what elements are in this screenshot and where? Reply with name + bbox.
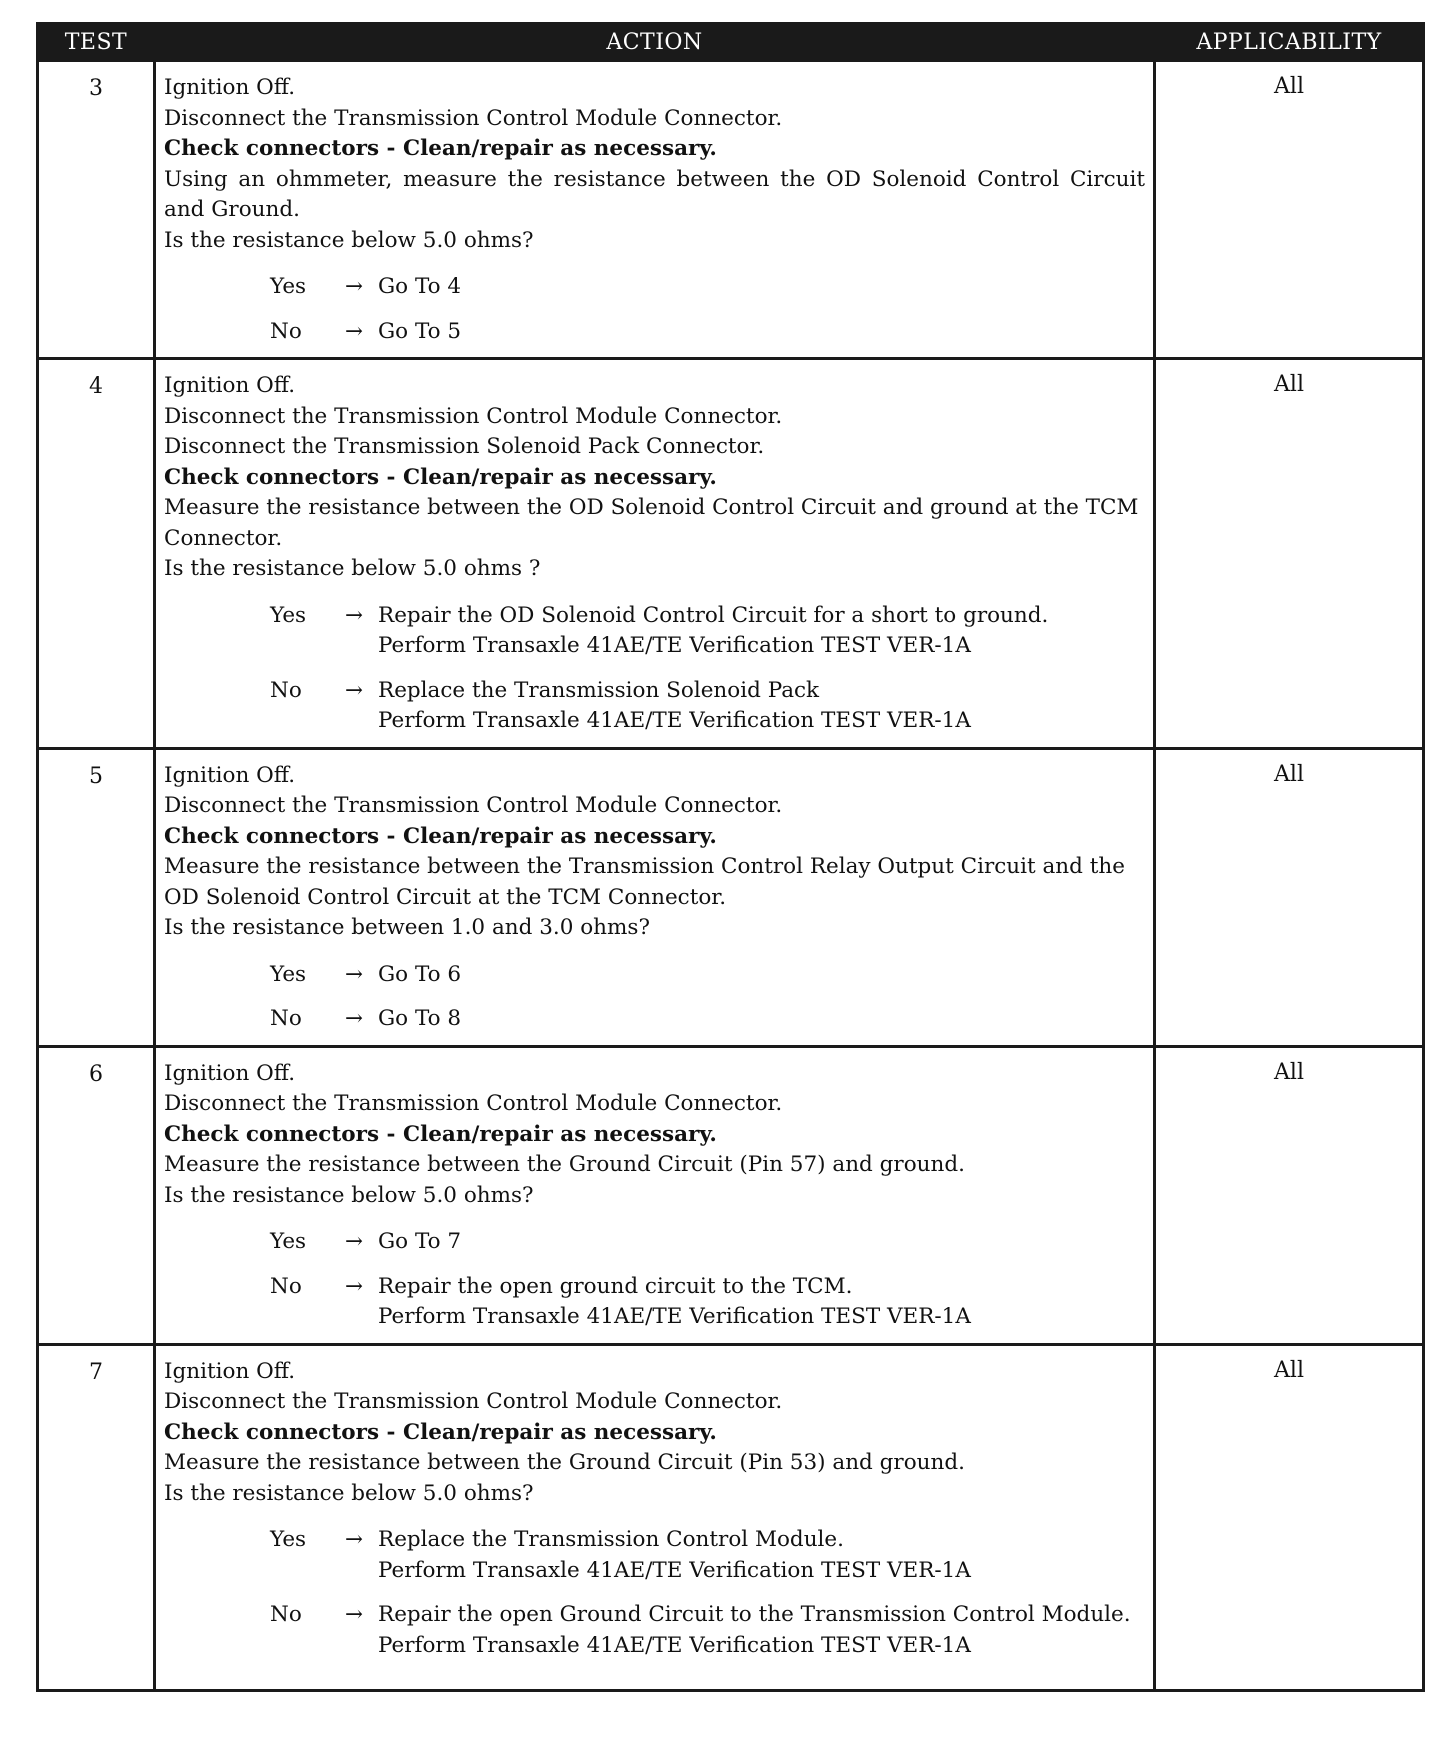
no-result: Go To 5: [378, 318, 462, 344]
applicability-cell: All: [1155, 359, 1424, 749]
right-arrow-icon: →: [344, 602, 363, 628]
no-label: No: [270, 677, 302, 703]
yes-label: Yes: [270, 602, 307, 628]
header-test: TEST: [38, 24, 155, 61]
no-branch: [164, 1600, 1145, 1661]
diagnostic-test-table: [36, 22, 1425, 1692]
right-arrow-icon: →: [344, 1229, 363, 1254]
action-step: Ignition Off.: [164, 1358, 296, 1384]
right-arrow-icon: →: [344, 1602, 363, 1627]
no-label: No: [270, 1006, 302, 1031]
applicability-cell: All: [1155, 1344, 1424, 1690]
yes-branch: [164, 601, 1145, 662]
action-step: Disconnect the Transmission Control Module Connector.: [164, 403, 783, 429]
action-step: Measure the resistance between the Transmission Control Relay Output Circuit and the OD Solenoid Control Circuit at the TCM Connector.: [164, 854, 1125, 910]
action-step: Disconnect the Transmission Solenoid Pack Connector.: [164, 434, 765, 459]
header-applicability: APPLICABILITY: [1155, 24, 1424, 61]
table-row-test-7: [38, 1344, 1424, 1690]
right-arrow-icon: →: [344, 318, 363, 344]
action-question: Is the resistance below 5.0 ohms?: [164, 1182, 534, 1208]
action-question: Is the resistance below 5.0 ohms?: [164, 227, 534, 253]
header-action: ACTION: [155, 24, 1155, 61]
table-row-test-5: [38, 748, 1424, 1046]
action-cell: [155, 359, 1155, 749]
yes-result: Repair the OD Solenoid Control Circuit for a short to ground. Perform Transaxle 41AE/TE Verification TEST VER-1A: [378, 602, 1049, 658]
no-result: Go To 8: [378, 1006, 462, 1031]
action-step: Ignition Off.: [164, 762, 296, 788]
yes-branch: [164, 272, 1145, 303]
action-step-emphasis: Check connectors - Clean/repair as necessary.: [164, 1121, 717, 1147]
right-arrow-icon: →: [344, 274, 363, 299]
applicability-cell: All: [1155, 61, 1424, 359]
action-cell: [155, 748, 1155, 1046]
yes-result: Go To 6: [378, 961, 462, 987]
applicability-cell: All: [1155, 748, 1424, 1046]
right-arrow-icon: →: [344, 1527, 363, 1552]
yes-result: Replace the Transmission Control Module. Perform Transaxle 41AE/TE Verification TEST VER-1A: [378, 1527, 971, 1583]
test-number: 6: [38, 1046, 155, 1344]
yes-label: Yes: [270, 1229, 307, 1254]
action-step: Measure the resistance between the Ground Circuit (Pin 57) and ground.: [164, 1152, 965, 1177]
right-arrow-icon: →: [344, 677, 363, 703]
no-label: No: [270, 1602, 302, 1627]
action-step: Using an ohmmeter, measure the resistance between the OD Solenoid Control Circuit and Ground.: [164, 166, 1145, 222]
action-question: Is the resistance below 5.0 ohms ?: [164, 556, 541, 581]
action-question: Is the resistance between 1.0 and 3.0 ohms?: [164, 915, 650, 940]
action-question: Is the resistance below 5.0 ohms?: [164, 1480, 534, 1506]
right-arrow-icon: →: [344, 961, 363, 987]
yes-label: Yes: [270, 1527, 307, 1552]
action-step-emphasis: Check connectors - Clean/repair as necessary.: [164, 823, 717, 849]
action-step: Disconnect the Transmission Control Module Connector.: [164, 1389, 783, 1414]
no-result: Replace the Transmission Solenoid Pack Perform Transaxle 41AE/TE Verification TEST VER-1A: [378, 677, 971, 733]
yes-branch: [164, 1525, 1145, 1586]
action-cell: [155, 1344, 1155, 1690]
table-row-test-3: [38, 61, 1424, 359]
action-step-emphasis: Check connectors - Clean/repair as necessary.: [164, 1419, 717, 1445]
diagnostic-test-document: [36, 22, 1422, 1692]
yes-label: Yes: [270, 274, 307, 299]
no-label: No: [270, 318, 302, 344]
table-row-test-4: [38, 359, 1424, 749]
no-result: Repair the open Ground Circuit to the Transmission Control Module. Perform Transaxle 41AE/TE Verification TEST VER-1A: [378, 1602, 1131, 1658]
action-cell: [155, 61, 1155, 359]
action-step: Measure the resistance between the Ground Circuit (Pin 53) and ground.: [164, 1450, 965, 1475]
no-branch: [164, 676, 1145, 737]
test-number: 4: [38, 359, 155, 749]
yes-branch: [164, 1227, 1145, 1258]
yes-result: Go To 7: [378, 1229, 462, 1254]
no-branch: [164, 1272, 1145, 1333]
yes-branch: [164, 960, 1145, 991]
action-step: Disconnect the Transmission Control Module Connector.: [164, 793, 783, 818]
table-row-test-6: [38, 1046, 1424, 1344]
test-number: 5: [38, 748, 155, 1046]
action-cell: [155, 1046, 1155, 1344]
test-number: 3: [38, 61, 155, 359]
test-number: 7: [38, 1344, 155, 1690]
no-branch: [164, 317, 1145, 348]
right-arrow-icon: →: [344, 1006, 363, 1031]
table-header-row: [38, 24, 1424, 61]
action-step-emphasis: Check connectors - Clean/repair as necessary.: [164, 464, 717, 490]
action-step: Measure the resistance between the OD Solenoid Control Circuit and ground at the TCM Connector.: [164, 495, 1139, 551]
action-step: Disconnect the Transmission Control Module Connector.: [164, 1091, 783, 1116]
action-step: Ignition Off.: [164, 1060, 296, 1086]
applicability-cell: All: [1155, 1046, 1424, 1344]
yes-result: Go To 4: [378, 274, 462, 299]
action-step: Disconnect the Transmission Control Module Connector.: [164, 105, 783, 131]
right-arrow-icon: →: [344, 1273, 363, 1299]
action-step: Ignition Off.: [164, 373, 296, 398]
action-step-emphasis: Check connectors - Clean/repair as necessary.: [164, 136, 717, 161]
no-result: Repair the open ground circuit to the TCM. Perform Transaxle 41AE/TE Verification TEST VER-1A: [378, 1273, 971, 1329]
action-step: Ignition Off.: [164, 75, 296, 100]
yes-label: Yes: [270, 961, 307, 987]
no-branch: [164, 1004, 1145, 1035]
no-label: No: [270, 1273, 302, 1299]
